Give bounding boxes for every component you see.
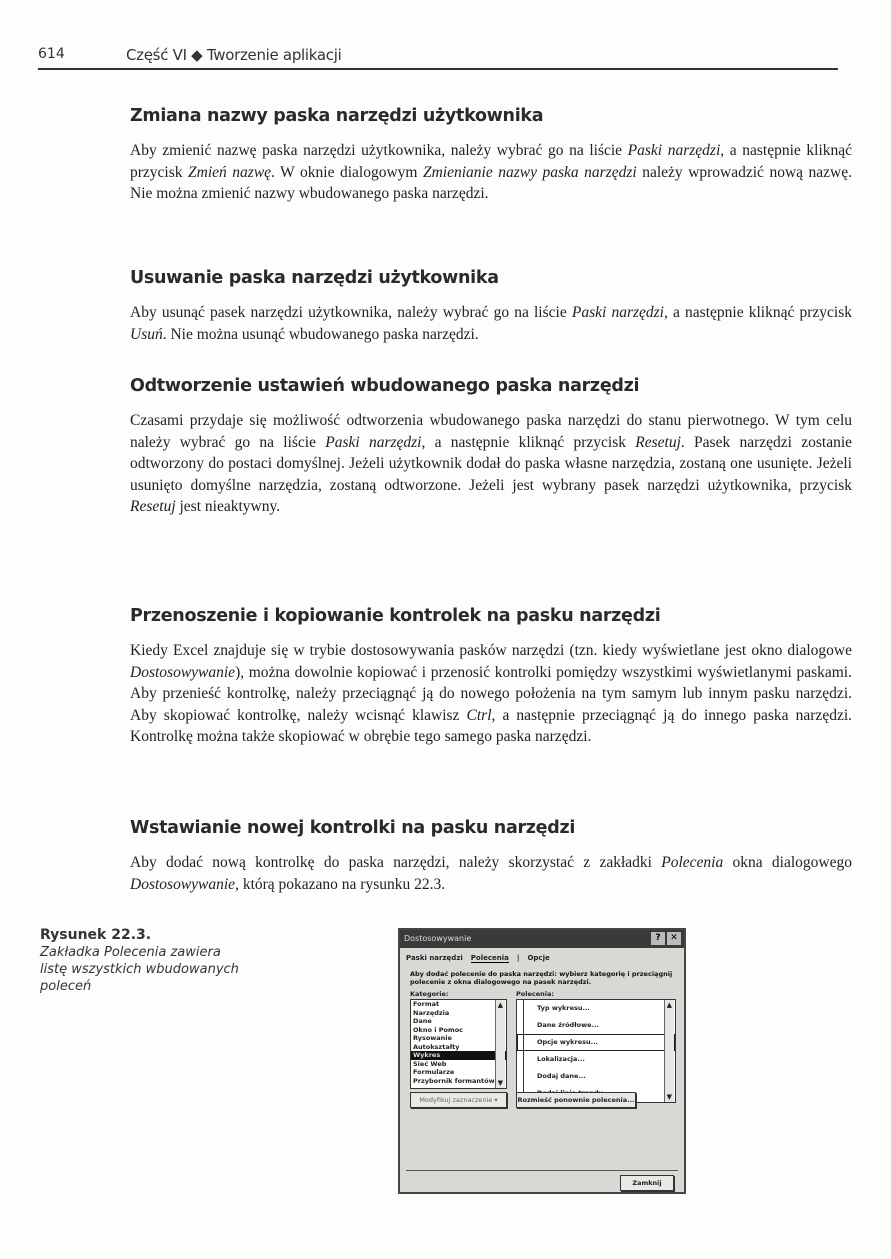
category-item[interactable]: Okno i Pomoc — [413, 1025, 464, 1034]
figure-caption — [40, 927, 250, 995]
figure-number: Rysunek 22.3. — [40, 927, 152, 943]
section-paragraph: Aby zmienić nazwę paska narzędzi użytkownika, należy wybrać go na liście Paski narzędzi, a następnie kliknąć przycisk Zmień nazwę. W oknie dialogowym Zmienianie nazwy paska narzędzi należy wprowadzić nową nazwę. Nie można zmienić nazwy wbudowanego paska narzędzi. — [130, 142, 853, 202]
category-item[interactable]: Narzędzia — [413, 1008, 450, 1017]
divider — [406, 1170, 678, 1171]
section-heading: Przenoszenie i kopiowanie kontrolek na pasku narzędzi — [130, 606, 661, 626]
command-item[interactable] — [517, 1068, 675, 1085]
command-item[interactable] — [517, 1034, 675, 1051]
section-insert-control — [130, 818, 852, 917]
close-dialog-button[interactable]: Zamknij — [620, 1175, 674, 1191]
help-icon[interactable]: ? — [651, 932, 665, 945]
tab-commands[interactable]: Polecenia — [470, 954, 509, 962]
scroll-up-icon[interactable]: ▲ — [497, 1001, 503, 1009]
command-icon — [523, 1000, 528, 1017]
section-paragraph: Aby usunąć pasek narzędzi użytkownika, należy wybrać go na liście Paski narzędzi, a następnie kliknąć przycisk Usuń. Nie można usunąć wbudowanego paska narzędzi. — [130, 304, 853, 343]
category-item[interactable]: Wykres — [411, 1051, 506, 1060]
rearrange-commands-button[interactable]: Rozmieść ponownie polecenia... — [516, 1092, 636, 1108]
command-label: Typ wykresu... — [537, 1004, 590, 1012]
command-item[interactable] — [517, 1000, 675, 1017]
dialog-tabs — [406, 954, 550, 963]
page-number: 614 — [38, 46, 65, 62]
category-item[interactable]: Formularze — [413, 1068, 455, 1076]
running-header — [38, 46, 838, 70]
section-delete-toolbar — [130, 268, 852, 367]
category-item[interactable]: Rysowanie — [413, 1034, 452, 1042]
command-label: Opcje wykresu... — [537, 1038, 599, 1046]
figure-caption-text: Zakładka Polecenia zawiera listę wszystkich wbudowanych poleceń — [40, 945, 239, 994]
command-label: Dane źródłowe... — [537, 1021, 599, 1029]
customize-dialog — [398, 928, 686, 1194]
category-item[interactable]: Sieć Web — [413, 1059, 447, 1068]
command-icon — [523, 1017, 528, 1034]
section-rename-toolbar — [130, 106, 852, 227]
category-item[interactable]: Autokształty — [413, 1042, 460, 1051]
scroll-down-icon[interactable]: ▼ — [497, 1079, 503, 1087]
running-title: Część VI ◆ Tworzenie aplikacji — [126, 46, 342, 64]
dialog-instruction: Aby dodać polecenie do paska narzędzi: wybierz kategorię i przeciągnij polecenie z okna dialogowego na pasek narzędzi. — [410, 970, 673, 986]
tab-options[interactable]: Opcje — [527, 954, 550, 962]
section-move-copy-controls — [130, 606, 852, 770]
categories-label: Kategorie: — [410, 990, 449, 998]
categories-list[interactable] — [410, 999, 507, 1089]
section-paragraph: Kiedy Excel znajduje się w trybie dostosowywania pasków narzędzi (tzn. kiedy wyświetlane jest okno dialogowe Dostosowywanie), można dowolnie kopiować i przenosić kontrolki pomiędzy wszystkimi wyświetlanymi paskami. Aby przenieść kontrolkę, należy przeciągnąć ją do nowego położenia na tym samym lub innym pasku narzędzi. Aby skopiować kontrolkę, należy wcisnąć klawisz Ctrl, a następnie przeciągnąć ją do innego paska narzędzi. Kontrolkę można także skopiować w obrębie tego samego paska narzędzi. — [130, 642, 853, 745]
dialog-titlebar — [400, 930, 684, 948]
section-heading: Zmiana nazwy paska narzędzi użytkownika — [130, 106, 544, 126]
category-item[interactable]: Przybornik formantów — [413, 1076, 495, 1085]
command-label: Lokalizacja... — [537, 1055, 585, 1063]
section-reset-toolbar — [130, 376, 852, 540]
section-heading: Usuwanie paska narzędzi użytkownika — [130, 268, 499, 288]
close-icon[interactable]: ✕ — [667, 932, 681, 945]
section-heading: Wstawianie nowej kontrolki na pasku narzędzi — [130, 818, 576, 838]
commands-label: Polecenia: — [516, 990, 554, 998]
command-icon — [523, 1034, 528, 1051]
tab-divider: | — [516, 954, 520, 962]
section-paragraph: Czasami przydaje się możliwość odtworzenia wbudowanego paska narzędzi do stanu pierwotnego. W tym celu należy wybrać go na liście Paski narzędzi, a następnie kliknąć przycisk Resetuj. Pasek narzędzi zostanie odtworzony do postaci domyślnej. Jeżeli użytkownik dodał do paska własne narzędzia, zostaną one usunięte. Jeżeli usunięto domyślne narzędzia, zostaną odtworzone. Jeżeli jest wybrany pasek narzędzi użytkownika, przycisk Resetuj jest nieaktywny. — [130, 412, 853, 515]
category-item[interactable]: Format — [413, 1000, 440, 1008]
section-paragraph: Aby dodać nową kontrolkę do paska narzędzi, należy skorzystać z zakładki Polecenia okna dialogowego Dostosowywanie, którą pokazano na rysunku 22.3. — [130, 854, 852, 893]
command-label: Dodaj dane... — [537, 1072, 586, 1080]
categories-scrollbar[interactable] — [495, 1000, 505, 1088]
command-item[interactable] — [517, 1051, 675, 1068]
dialog-title: Dostosowywanie — [404, 934, 472, 943]
tab-toolbars[interactable]: Paski narzędzi — [406, 954, 463, 962]
scroll-down-icon[interactable]: ▼ — [666, 1093, 672, 1101]
command-icon — [523, 1051, 528, 1068]
commands-list[interactable] — [516, 999, 676, 1103]
command-icon — [523, 1068, 528, 1085]
command-item[interactable] — [517, 1017, 675, 1034]
commands-scrollbar[interactable] — [664, 1000, 674, 1102]
modify-selection-button[interactable]: Modyfikuj zaznaczenie ▾ — [410, 1092, 507, 1108]
category-item[interactable]: Dane — [413, 1017, 432, 1025]
scroll-up-icon[interactable]: ▲ — [666, 1001, 672, 1009]
section-heading: Odtworzenie ustawień wbudowanego paska narzędzi — [130, 376, 640, 396]
